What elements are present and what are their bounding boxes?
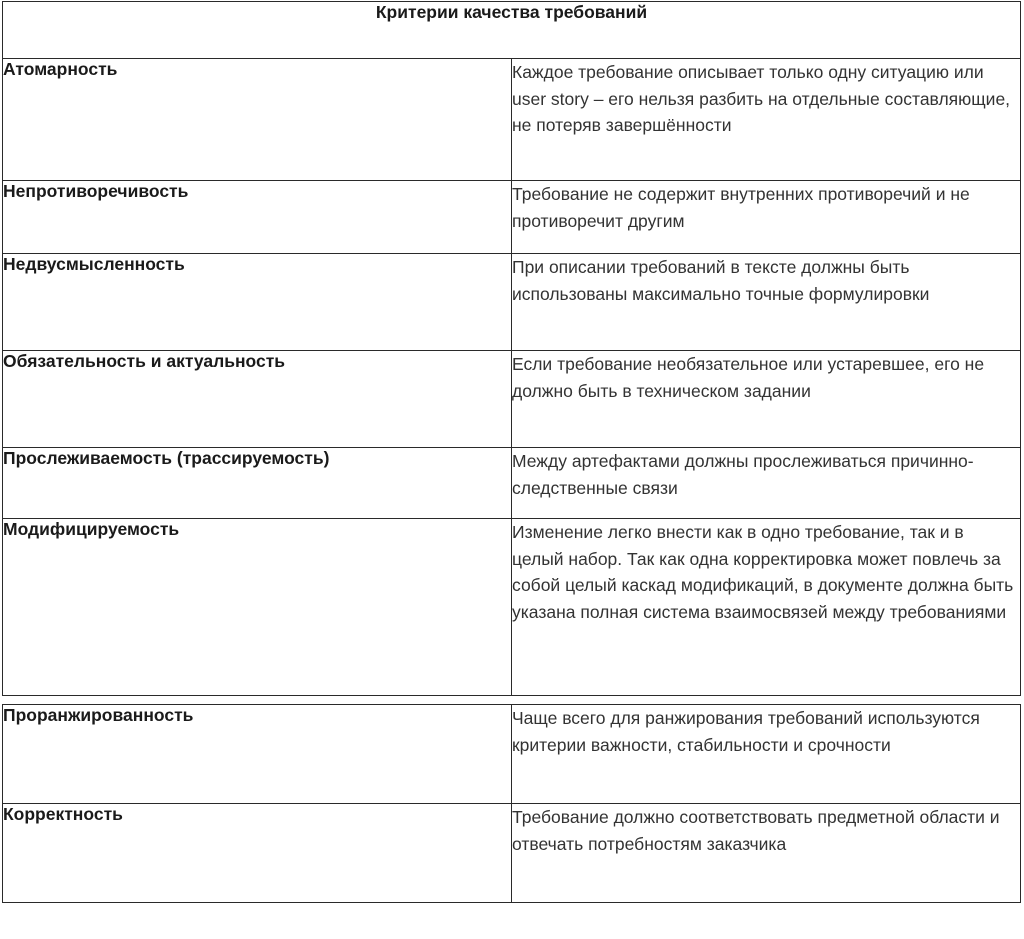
criterion-term: Непротиворечивость: [3, 181, 512, 254]
criterion-description: Между артефактами должны прослеживаться причинно-следственные связи: [512, 448, 1021, 519]
table-row: [3, 705, 1021, 804]
table-row: [3, 59, 1021, 181]
criterion-term: Прослеживаемость (трассируемость): [3, 448, 512, 519]
criterion-term: Обязательность и актуальность: [3, 351, 512, 448]
table-gap-cell: [3, 696, 1021, 705]
criterion-description: Изменение легко внести как в одно требование, так и в целый набор. Так как одна корректировка может повлечь за собой целый каскад модификаций, в документе должна быть указана полная система взаимосвязей между требованиями: [512, 519, 1021, 696]
criterion-description: Если требование необязательное или устаревшее, его не должно быть в техническом задании: [512, 351, 1021, 448]
criterion-term: Атомарность: [3, 59, 512, 181]
criterion-term: Корректность: [3, 804, 512, 903]
table-gap: [3, 696, 1021, 705]
table-row: [3, 804, 1021, 903]
criterion-description: При описании требований в тексте должны быть использованы максимально точные формулировки: [512, 254, 1021, 351]
criterion-term: Проранжированность: [3, 705, 512, 804]
criterion-description: Чаще всего для ранжирования требований используются критерии важности, стабильности и срочности: [512, 705, 1021, 804]
table-row: [3, 181, 1021, 254]
table-header-row: [3, 2, 1021, 59]
table-row: [3, 351, 1021, 448]
criterion-term: Модифицируемость: [3, 519, 512, 696]
table-title: Критерии качества требований: [3, 2, 1021, 59]
table-row: [3, 519, 1021, 696]
criterion-description: Каждое требование описывает только одну ситуацию или user story – его нельзя разбить на отдельные составляющие, не потеряв завершённости: [512, 59, 1021, 181]
criterion-description: Требование должно соответствовать предметной области и отвечать потребностям заказчика: [512, 804, 1021, 903]
requirements-quality-table: [2, 1, 1021, 903]
table-row: [3, 448, 1021, 519]
criterion-description: Требование не содержит внутренних противоречий и не противоречит другим: [512, 181, 1021, 254]
table-row: [3, 254, 1021, 351]
criterion-term: Недвусмысленность: [3, 254, 512, 351]
